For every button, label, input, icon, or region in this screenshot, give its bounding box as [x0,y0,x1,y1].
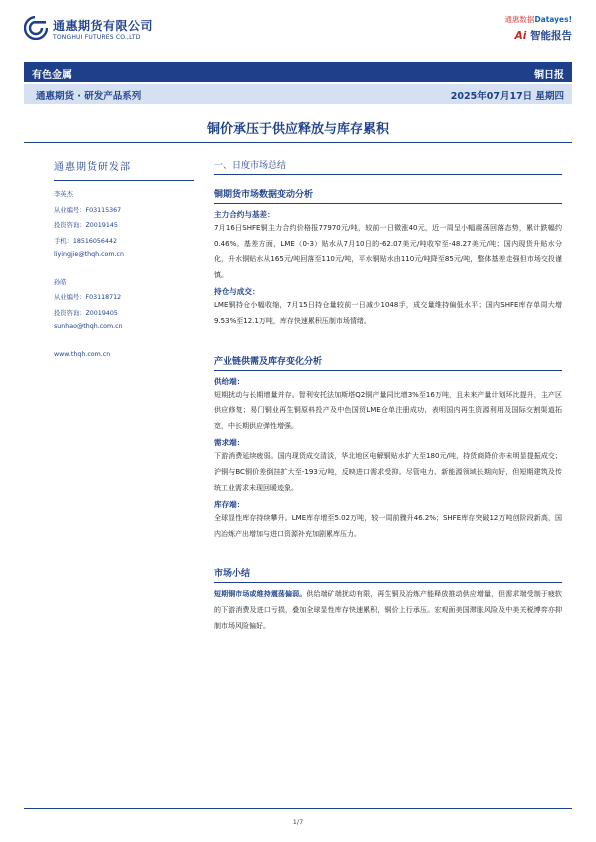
category-label: 有色金属 [32,70,72,81]
report-date: 2025年07月17日 星期四 [450,91,564,102]
analyst-card [54,277,194,339]
series-label: 通惠期货 · 研发产品系列 [36,91,142,102]
block-title: 市场小结 [214,566,562,583]
sidebar-heading: 通惠期货研发部 [54,162,131,173]
subheading: 供给端： [214,376,245,386]
ai-report-logo [462,14,572,44]
company-logo [24,14,174,44]
report-title: 铜价承压于供应释放与库存累积 [206,122,389,137]
analyst-phone: 手机：18516056442 [54,237,117,245]
summary-paragraph [214,587,562,634]
section-heading: 一、日度市场总结 [214,161,287,171]
futures-data-block [214,187,562,330]
ai-logo-prefix: 通惠数据 [504,15,535,24]
ai-logo-label: 智能报告 [530,30,572,42]
analyst-license: 从业编号：F03115367 [54,206,122,214]
ai-logo-brand: Datayes! [534,15,572,24]
subheading: 主力合约与基差： [214,210,275,219]
subheading: 持仓与成交： [214,287,260,297]
block-title: 产业链供需及库存变化分析 [214,354,562,371]
company-name-en: TONGHUI FUTURES CO.,LTD [53,34,141,41]
paragraph: 下游消费延续疲弱。国内现货成交清淡，华北地区电解铜贴水扩大至180元/吨，持货商降价亦未明显提振成交；沪铜与BC铜价差倒挂扩大至-193元/吨，反映进口需求受抑。尽管电力、新能源领域长期向好，但短期建筑及传统工业需求未现回暖迹象。 [214,452,562,492]
summary-text: 供给端矿端扰动有限，再生铜及冶炼产能释放推动供应增量，但需求端受制于疲软的下游消费及进口亏损，叠加全球显性库存快速累积，铜价上行承压。宏观面美国滞胀风险及中美关税博弈亦抑制市场风险偏好。 [214,590,563,630]
section-divider [214,174,562,175]
subheading: 需求端： [214,438,245,448]
footer-divider [24,808,572,809]
report-type-label: 铜日报 [534,70,564,81]
series-band [24,84,572,104]
paragraph: 短期扰动与长期增量并存。智利安托法加斯塔Q2铜产量同比增3%至16万吨，且未来产量计划环比提升，主产区供应修复；易门铜业再生铜原料投产及中色国贸LME仓单注册成功，表明国内再生资源利用及国际交割渠道拓宽，中长期供应弹性增强。 [214,390,562,430]
category-band [24,62,572,82]
sidebar-divider [54,180,194,181]
title-divider [24,142,572,143]
analyst-card [54,189,194,267]
company-website-link[interactable]: www.thqh.com.cn [54,350,111,358]
analyst-email[interactable]: liyingjie@thqh.com.cn [54,251,124,258]
company-name-cn: 通惠期货有限公司 [53,19,154,33]
main-content [214,158,562,644]
analyst-name: 孙皓 [54,278,67,286]
paragraph: 全球显性库存持续攀升。LME库存增至5.02万吨，较一周前骤升46.2%；SHFE库存突破12万吨创阶段新高，国内冶炼产出增加与进口资源补充加剧累库压力。 [214,514,562,538]
analyst-email[interactable]: sunhao@thqh.com.cn [54,323,123,330]
analyst-advisor: 投资咨询：Z0019145 [54,222,118,229]
sidebar [54,158,194,358]
analyst-license: 从业编号：F03118712 [54,294,122,301]
page-number: 1/7 [292,818,304,826]
analyst-advisor: 投资咨询：Z0019405 [54,309,118,317]
ai-logo-main [462,28,572,43]
summary-lead: 短期铜市场或维持震荡偏弱。 [214,590,307,599]
block-title: 铜期货市场数据变动分析 [214,187,562,204]
paragraph: LME铜持仓小幅收缩，7月15日持仓量较前一日减少1048手，成交量维持偏低水平；国内SHFE库存单周大增9.53%至12.1万吨，库存快速累积压制市场情绪。 [214,301,562,325]
subheading: 库存端： [214,500,245,510]
supply-demand-block [214,354,562,543]
ai-badge: Ai [514,30,527,42]
market-summary-block [214,566,562,634]
paragraph: 7月16日SHFE铜主力合约价格报77970元/吨，较前一日微涨40元，近一周呈小幅震荡回落态势，累计跌幅约0.46%。基差方面，LME（0-3）贴水从7月10日的-62.07美元/吨收窄至-48.27美元/吨；国内现货升贴水分化，升水铜贴水从165元/吨回落至110元/吨，平水铜贴水由110元/吨降至85元/吨，整体基差走强但市场交投谨慎。 [214,224,562,279]
ai-logo-top [462,14,572,25]
company-logo-icon [24,16,48,40]
analyst-name: 李英杰 [54,191,73,198]
